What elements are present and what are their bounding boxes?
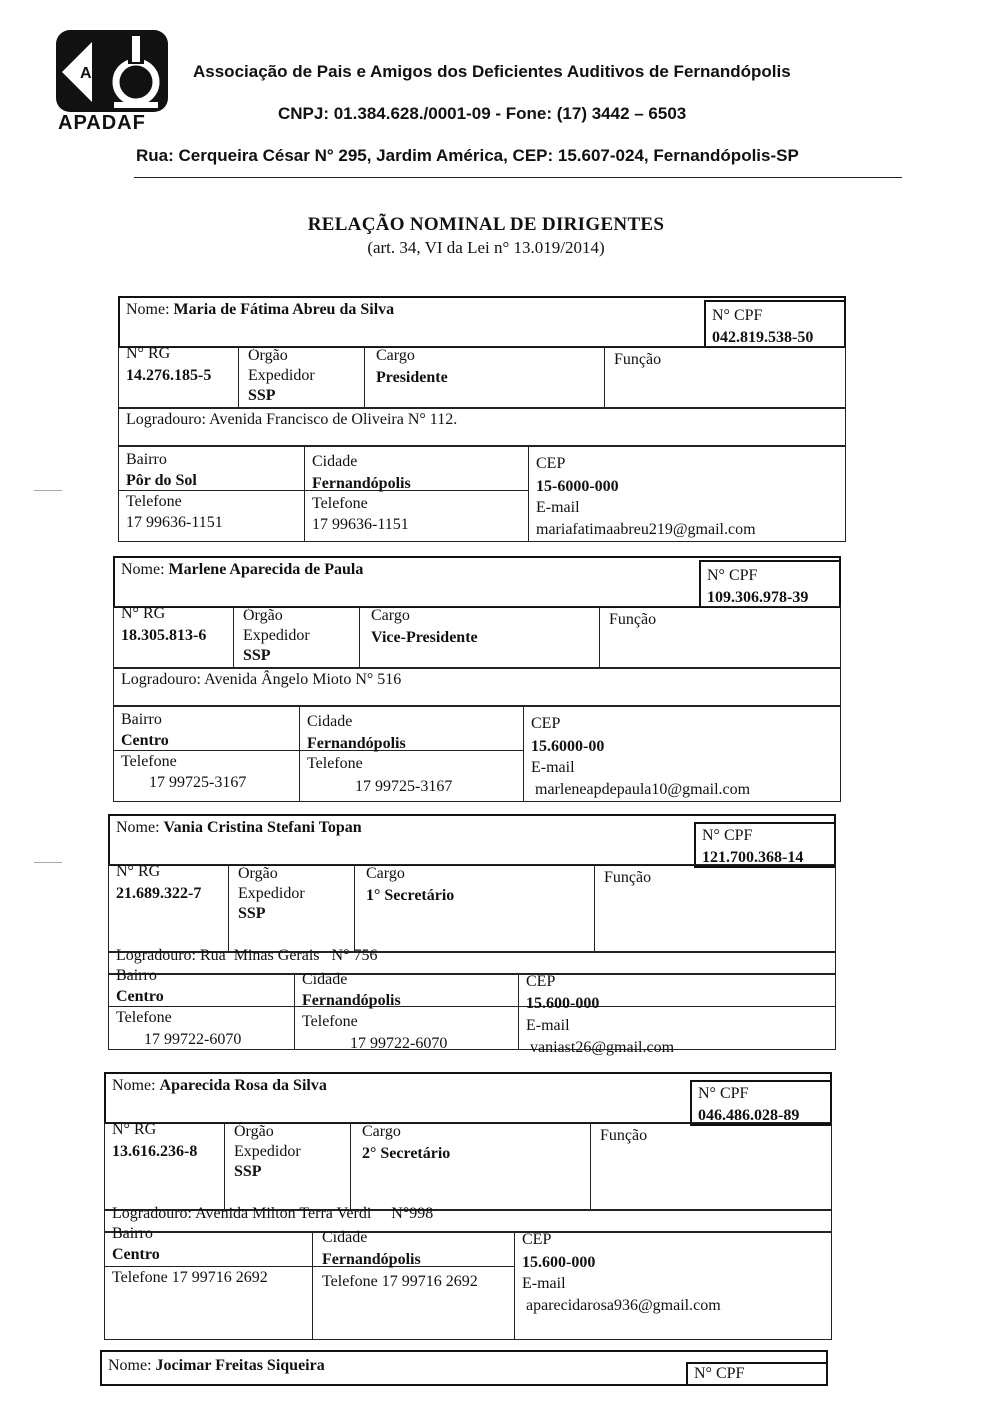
cargo-label: Cargo	[362, 1123, 401, 1140]
document-subtitle: (art. 34, VI da Lei n° 13.019/2014)	[367, 238, 605, 257]
margin-mark	[34, 862, 62, 863]
bairro-label: Bairro	[121, 711, 162, 728]
logradouro-field: Logradouro: Avenida Ângelo Mioto N° 516	[121, 671, 402, 688]
cargo-label: Cargo	[376, 347, 415, 364]
cep-label: CEP	[531, 715, 561, 732]
bairro-label: Bairro	[116, 967, 157, 984]
telefone-label: Telefone	[116, 1009, 172, 1026]
nome-field: Nome: Jocimar Freitas Siqueira	[108, 1357, 325, 1374]
cargo-label: Cargo	[371, 607, 410, 624]
bairro-label: Bairro	[112, 1225, 153, 1242]
orgao-value: SSP	[234, 1163, 262, 1180]
nome-field: Nome: Aparecida Rosa da Silva	[112, 1077, 327, 1094]
orgao-value: SSP	[243, 647, 271, 664]
telefone-value: 17 99722-6070	[144, 1031, 242, 1048]
bairro-value: Centro	[116, 988, 164, 1005]
rg-label: N° RG	[116, 863, 161, 880]
apadaf-logo	[52, 28, 172, 132]
telefone2-value: 17 99725-3167	[355, 778, 453, 795]
telefone2-value: Telefone 17 99716 2692	[322, 1273, 478, 1290]
telefone-label: Telefone	[121, 753, 177, 770]
email-label: E-mail	[526, 1017, 570, 1034]
cargo-value: 1° Secretário	[366, 887, 455, 904]
orgao-label: Órgão	[243, 607, 283, 624]
document-title: RELAÇÃO NOMINAL DE DIRIGENTES	[307, 214, 665, 235]
svg-text:A: A	[80, 65, 92, 82]
cpf-label: N° CPF	[694, 1365, 745, 1382]
expedidor-label: Expedidor	[248, 367, 315, 384]
email-value: mariafatimaabreu219@gmail.com	[536, 521, 756, 538]
telefone-value: 17 99725-3167	[149, 774, 247, 791]
telefone-value: 17 99636-1151	[126, 514, 223, 531]
cidade-value: Fernandópolis	[312, 475, 411, 492]
cep-value: 15.600-000	[522, 1254, 596, 1271]
cpf-label: N° CPF	[712, 307, 763, 324]
cnpj-line: CNPJ: 01.384.628./0001-09 - Fone: (17) 3442 – 6503	[278, 104, 687, 123]
cidade-value: Fernandópolis	[322, 1251, 421, 1268]
telefone2-label: Telefone	[307, 755, 363, 772]
logradouro-field: Logradouro: Avenida Milton Terra Verdi N°998	[112, 1205, 434, 1222]
cep-label: CEP	[536, 455, 566, 472]
rg-label: N° RG	[126, 345, 171, 362]
cep-label: CEP	[522, 1231, 552, 1248]
nome-field: Nome: Vania Cristina Stefani Topan	[116, 819, 362, 836]
funcao-label: Função	[600, 1127, 648, 1144]
cep-label: CEP	[526, 973, 556, 990]
email-value: aparecidarosa936@gmail.com	[526, 1297, 721, 1314]
rg-value: 18.305.813-6	[121, 627, 207, 644]
telefone2-value: 17 99636-1151	[312, 516, 409, 533]
rg-value: 13.616.236-8	[112, 1143, 198, 1160]
header-divider	[134, 177, 902, 178]
cidade-label: Cidade	[307, 713, 353, 730]
funcao-label: Função	[604, 869, 652, 886]
orgao-value: SSP	[238, 905, 266, 922]
bairro-value: Centro	[112, 1246, 160, 1263]
cpf-value: 121.700.368-14	[702, 849, 804, 866]
telefone2-label: Telefone	[302, 1013, 358, 1030]
expedidor-label: Expedidor	[234, 1143, 301, 1160]
cidade-value: Fernandópolis	[302, 992, 401, 1009]
cpf-value: 046.486.028-89	[698, 1107, 800, 1124]
bairro-label: Bairro	[126, 451, 167, 468]
address-line: Rua: Cerqueira César N° 295, Jardim América, CEP: 15.607-024, Fernandópolis-SP	[136, 146, 799, 165]
cidade-label: Cidade	[302, 971, 348, 988]
telefone2-value: 17 99722-6070	[350, 1035, 448, 1052]
cidade-label: Cidade	[312, 453, 358, 470]
email-label: E-mail	[522, 1275, 566, 1292]
cargo-value: Vice-Presidente	[371, 629, 478, 646]
cargo-value: Presidente	[376, 369, 448, 386]
logradouro-field: Logradouro: Avenida Francisco de Oliveira N° 112.	[126, 411, 458, 428]
orgao-value: SSP	[248, 387, 276, 404]
email-value: marleneapdepaula10@gmail.com	[535, 781, 751, 798]
nome-field: Nome: Maria de Fátima Abreu da Silva	[126, 301, 395, 318]
rg-value: 14.276.185-5	[126, 367, 212, 384]
email-label: E-mail	[536, 499, 580, 516]
expedidor-label: Expedidor	[238, 885, 305, 902]
nome-field: Nome: Marlene Aparecida de Paula	[121, 561, 364, 578]
bairro-value: Centro	[121, 732, 169, 749]
cep-value: 15-6000-000	[536, 478, 619, 495]
expedidor-label: Expedidor	[243, 627, 310, 644]
logradouro-field: Logradouro: Rua Minas Gerais N° 756	[116, 947, 378, 964]
cpf-label: N° CPF	[707, 567, 758, 584]
cargo-label: Cargo	[366, 865, 405, 882]
cep-value: 15.6000-00	[531, 738, 605, 755]
cargo-value: 2° Secretário	[362, 1145, 451, 1162]
email-label: E-mail	[531, 759, 575, 776]
cpf-value: 042.819.538-50	[712, 329, 814, 346]
cidade-label: Cidade	[322, 1229, 368, 1246]
cpf-label: N° CPF	[698, 1085, 749, 1102]
rg-label: N° RG	[112, 1121, 157, 1138]
telefone-value: Telefone 17 99716 2692	[112, 1269, 268, 1286]
funcao-label: Função	[614, 351, 662, 368]
orgao-label: Órgão	[248, 347, 288, 364]
bairro-value: Pôr do Sol	[126, 472, 197, 489]
org-name: Associação de Pais e Amigos dos Deficientes Auditivos de Fernandópolis	[193, 62, 791, 81]
cpf-value: 109.306.978-39	[707, 589, 809, 606]
orgao-label: Órgão	[234, 1123, 274, 1140]
rg-value: 21.689.322-7	[116, 885, 202, 902]
cep-value: 15.600-000	[526, 995, 600, 1012]
telefone2-label: Telefone	[312, 495, 368, 512]
rg-label: N° RG	[121, 605, 166, 622]
orgao-label: Órgão	[238, 865, 278, 882]
cpf-label: N° CPF	[702, 827, 753, 844]
cidade-value: Fernandópolis	[307, 735, 406, 752]
logo-text: APADAF	[58, 112, 146, 134]
margin-mark	[34, 490, 62, 491]
email-value: vaniast26@gmail.com	[530, 1039, 675, 1056]
telefone-label: Telefone	[126, 493, 182, 510]
funcao-label: Função	[609, 611, 657, 628]
